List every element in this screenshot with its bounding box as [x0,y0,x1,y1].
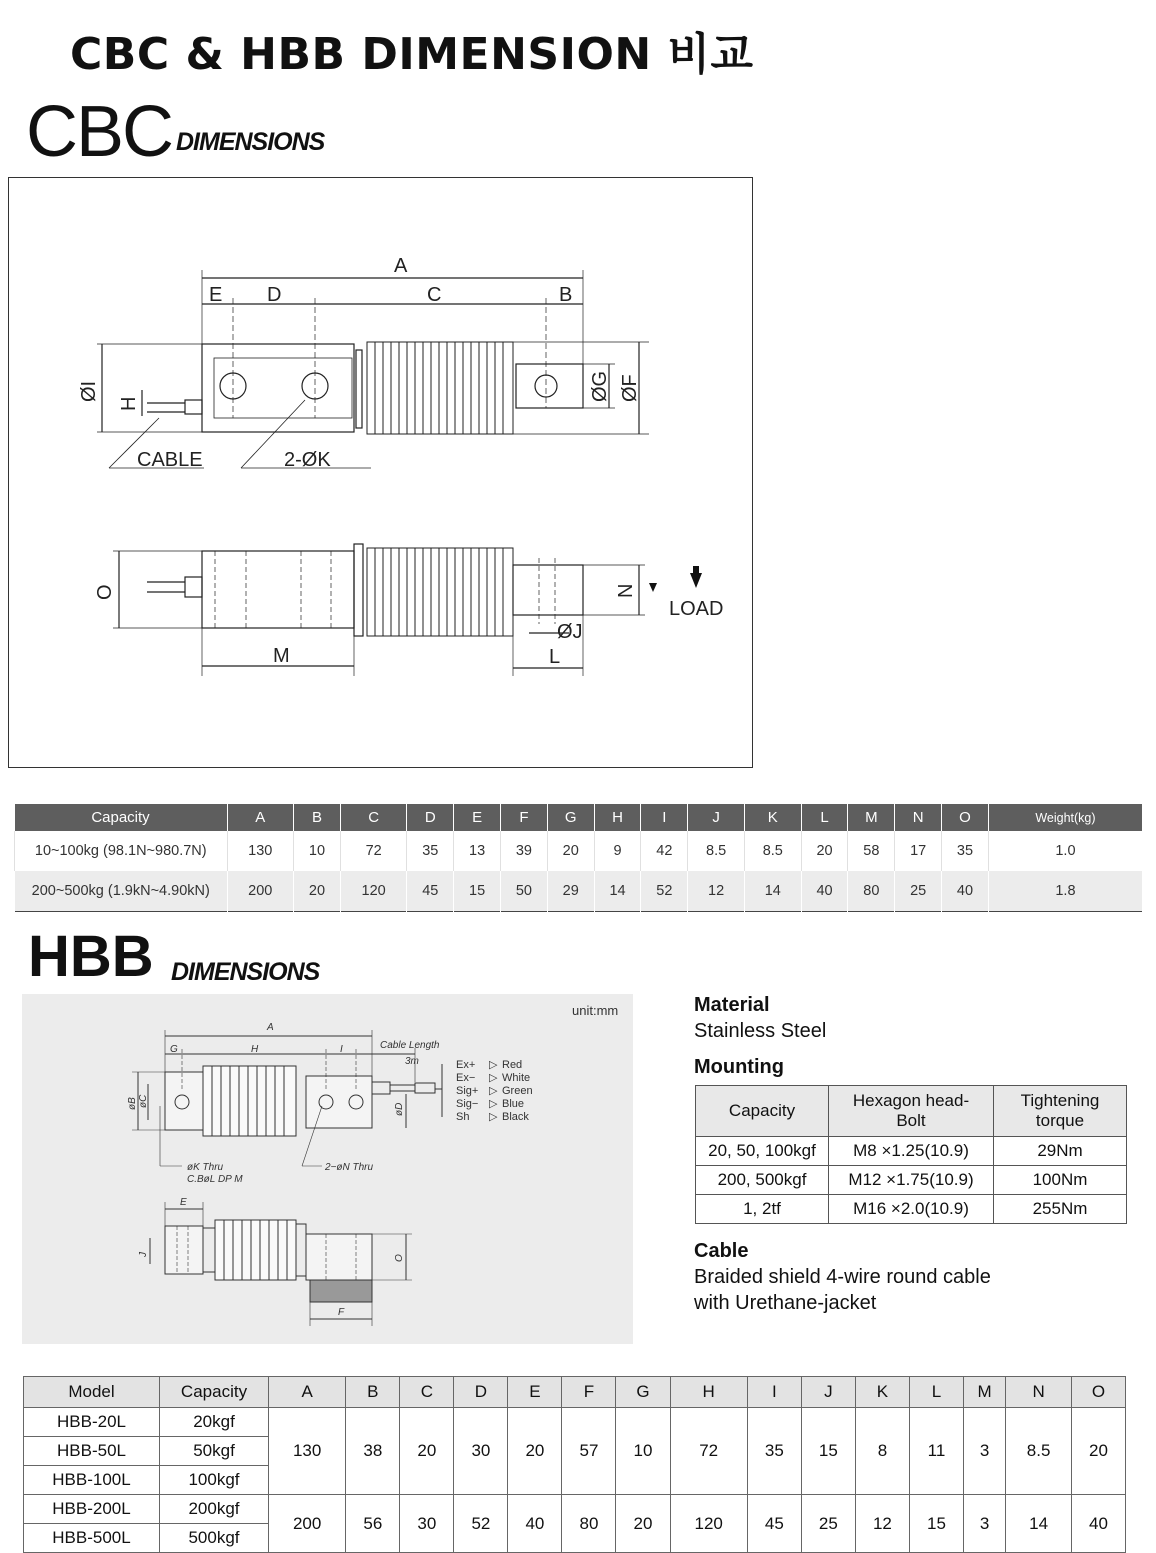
label-a: A [394,255,408,277]
wire-color: Red [502,1059,523,1071]
wire-arrow-icon: ▷ [489,1085,498,1097]
table-cell: 20 [1071,1408,1125,1495]
mounting-table [695,1085,1127,1224]
table-cell-capacity: 50kgf [160,1437,269,1466]
table-cell: 20, 50, 100kgf [696,1137,829,1166]
table-cell: 11 [909,1408,963,1495]
table-cell: 20 [508,1408,562,1495]
table-cell-model: HBB-500L [24,1524,160,1553]
hbb-label-o: O [394,1254,405,1262]
cable-label: Cable [694,1240,749,1262]
table-cell: 15 [454,871,501,912]
table-row [15,871,1143,912]
table-cell: 17 [895,831,942,871]
table-cell: M16 ×2.0(10.9) [829,1195,994,1224]
label-l: L [549,646,561,668]
table-row [696,1166,1127,1195]
label-e: E [209,284,223,306]
cbc-th: B [294,804,341,831]
hbb-th: H [670,1377,747,1408]
wire-sig: Sh [456,1111,470,1123]
hbb-side-bellows [215,1220,296,1280]
table-cell: 14 [594,871,641,912]
hbb-th: N [1006,1377,1072,1408]
table-cell: 80 [848,871,895,912]
cbc-top-bellows [367,342,513,434]
table-cell: 130 [269,1408,346,1495]
label-m: M [273,645,290,667]
table-cell: 1, 2tf [696,1195,829,1224]
table-cell-capacity: 200kgf [160,1495,269,1524]
hbb-label-i: I [340,1044,343,1055]
table-cell-capacity: 100kgf [160,1466,269,1495]
table-cell: 45 [407,871,454,912]
table-cell: 15 [909,1495,963,1553]
table-cell: 13 [454,831,501,871]
hbb-label-f: F [338,1307,345,1318]
hbb-label-e: E [180,1197,187,1208]
hbb-th: A [269,1377,346,1408]
cbc-drawing [8,177,753,768]
cbc-side-bellows [367,548,513,636]
cbc-th: N [895,804,942,831]
cbc-th: D [407,804,454,831]
table-cell: 58 [848,831,895,871]
table-cell: 3 [963,1408,1005,1495]
table-cell: 52 [641,871,688,912]
table-cell: 52 [454,1495,508,1553]
cbc-th: L [801,804,848,831]
hbb-label-cable-len-val: 3m [405,1056,419,1067]
cbc-th-weight: Weight(kg) [988,804,1142,831]
table-cell: 10~100kg (98.1N~980.7N) [15,831,228,871]
table-cell: 40 [942,871,989,912]
label-d: D [267,284,282,306]
hbb-th-model: Model [24,1377,160,1408]
table-row [696,1137,1127,1166]
hbb-label-k-thru: øK Thru [187,1162,224,1173]
hbb-drawing-svg [22,994,633,1344]
label-g: ØG [589,370,611,402]
table-cell: 200 [227,871,294,912]
hbb-label-j: J [138,1252,149,1257]
label-f: ØF [619,374,641,402]
hbb-th: G [616,1377,670,1408]
wire-color: Green [502,1085,533,1097]
hbb-label-a: A [267,1022,274,1033]
hbb-label-c: øC [138,1094,149,1108]
mount-th: Capacity [696,1086,829,1137]
hbb-subheading: DIMENSIONS [171,958,320,986]
hbb-th: K [855,1377,909,1408]
hbb-heading: HBB [28,924,154,989]
table-cell: 8 [855,1408,909,1495]
table-cell: 8.5 [744,831,801,871]
down-arrow-icon [649,583,657,592]
mounting-label: Mounting [694,1056,784,1078]
table-cell-capacity: 20kgf [160,1408,269,1437]
table-cell: 20 [294,871,341,912]
table-cell: 120 [340,871,407,912]
table-cell-model: HBB-20L [24,1408,160,1437]
table-cell: 29Nm [994,1137,1127,1166]
hbb-unit: unit:mm [572,1003,619,1018]
wire-arrow-icon: ▷ [489,1072,498,1084]
hbb-label-cable-length: Cable Length [380,1040,440,1051]
table-cell: 40 [1071,1495,1125,1553]
table-cell: 50 [501,871,548,912]
table-row [15,831,1143,871]
wire-sig: Sig− [456,1098,479,1110]
label-o: O [94,584,116,600]
material-value: Stainless Steel [694,1020,827,1042]
hbb-top-bellows [203,1066,296,1136]
cbc-subheading: DIMENSIONS [176,128,325,156]
wire-color: Black [502,1111,529,1123]
cbc-th-capacity: Capacity [15,804,228,831]
cbc-th: H [594,804,641,831]
cbc-heading: CBC [26,92,173,172]
cbc-top-block [202,344,354,432]
cbc-spec-table [14,804,1142,912]
table-cell: 14 [1006,1495,1072,1553]
hbb-base-plate [310,1280,372,1302]
hbb-th: M [963,1377,1005,1408]
table-cell: 72 [670,1408,747,1495]
hbb-th: L [909,1377,963,1408]
table-cell: 30 [454,1408,508,1495]
material-label: Material [694,994,770,1016]
table-cell: 200 [269,1495,346,1553]
hbb-label-cbl: C.BøL DP M [187,1174,243,1185]
cbc-table-header [15,804,1143,831]
label-c: C [427,284,442,306]
hbb-spec-table [23,1376,1126,1553]
table-cell: 9 [594,831,641,871]
cable-line-1: Braided shield 4-wire round cable [694,1266,991,1288]
table-cell: 72 [340,831,407,871]
hbb-label-g: G [170,1044,178,1055]
table-cell: 35 [942,831,989,871]
hbb-drawing [22,994,633,1344]
table-cell: M12 ×1.75(10.9) [829,1166,994,1195]
table-cell: 42 [641,831,688,871]
table-cell: 39 [501,831,548,871]
wire-arrow-icon: ▷ [489,1059,498,1071]
wire-sig: Ex− [456,1072,476,1084]
table-cell: 80 [562,1495,616,1553]
hbb-th: D [454,1377,508,1408]
mount-th: Tightening torque [994,1086,1127,1137]
table-cell: 35 [407,831,454,871]
table-cell: 29 [547,871,594,912]
table-cell: 25 [895,871,942,912]
label-h: H [118,396,140,411]
table-cell: 12 [688,871,745,912]
table-row [24,1408,1126,1437]
wire-arrow-icon: ▷ [489,1098,498,1110]
hbb-label-h: H [251,1044,259,1055]
table-cell: 20 [400,1408,454,1495]
mounting-table-header [696,1086,1127,1137]
table-cell: M8 ×1.25(10.9) [829,1137,994,1166]
cbc-th: C [340,804,407,831]
table-cell: 8.5 [688,831,745,871]
table-cell: 20 [616,1495,670,1553]
cbc-th: A [227,804,294,831]
table-cell: 130 [227,831,294,871]
cbc-th: J [688,804,745,831]
cbc-th: E [454,804,501,831]
label-j: ØJ [557,621,583,643]
table-cell: 30 [400,1495,454,1553]
hbb-th-capacity: Capacity [160,1377,269,1408]
table-cell: 200~500kg (1.9kN~4.90kN) [15,871,228,912]
table-cell: 120 [670,1495,747,1553]
label-n: N [615,583,637,598]
table-row [24,1495,1126,1524]
cbc-th: O [942,804,989,831]
table-cell: 3 [963,1495,1005,1553]
table-cell: 15 [801,1408,855,1495]
table-cell: 57 [562,1408,616,1495]
wire-arrow-icon: ▷ [489,1111,498,1123]
hbb-table-header [24,1377,1126,1408]
hbb-th: B [346,1377,400,1408]
hbb-wire-list [456,1059,533,1123]
cbc-drawing-svg [9,178,754,769]
table-cell: 20 [801,831,848,871]
label-cable: CABLE [137,449,203,471]
cable-line-2: with Urethane-jacket [694,1292,877,1314]
hbb-th: J [801,1377,855,1408]
table-cell: 10 [294,831,341,871]
table-cell: 12 [855,1495,909,1553]
cbc-th: F [501,804,548,831]
cbc-th: M [848,804,895,831]
table-cell: 20 [547,831,594,871]
table-cell: 100Nm [994,1166,1127,1195]
table-cell-model: HBB-50L [24,1437,160,1466]
wire-color: Blue [502,1098,525,1110]
hbb-label-d: øD [394,1102,405,1116]
table-cell: 40 [508,1495,562,1553]
table-cell: 40 [801,871,848,912]
table-cell: 1.0 [988,831,1142,871]
hbb-th: O [1071,1377,1125,1408]
hbb-th: I [747,1377,801,1408]
label-load: LOAD [669,598,724,620]
table-cell-model: HBB-200L [24,1495,160,1524]
table-cell: 255Nm [994,1195,1127,1224]
table-cell: 45 [747,1495,801,1553]
cbc-th: G [547,804,594,831]
label-i: ØI [78,380,100,402]
wire-sig: Sig+ [456,1085,479,1097]
hbb-label-b: øB [127,1097,138,1110]
table-cell: 1.8 [988,871,1142,912]
table-cell: 10 [616,1408,670,1495]
hbb-th: C [400,1377,454,1408]
label-b: B [559,284,573,306]
table-cell: 14 [744,871,801,912]
load-arrow-icon [690,573,702,588]
label-k: 2-ØK [284,449,331,471]
hbb-label-n-thru: 2−øN Thru [325,1162,374,1173]
table-cell: 38 [346,1408,400,1495]
table-cell-capacity: 500kgf [160,1524,269,1553]
page-title: CBC & HBB DIMENSION 비교 [70,29,754,80]
table-cell: 56 [346,1495,400,1553]
table-cell: 200, 500kgf [696,1166,829,1195]
wire-sig: Ex+ [456,1059,476,1071]
table-cell: 25 [801,1495,855,1553]
table-cell-model: HBB-100L [24,1466,160,1495]
table-row [696,1195,1127,1224]
table-cell: 8.5 [1006,1408,1072,1495]
hbb-th: E [508,1377,562,1408]
wire-color: White [502,1072,531,1084]
cbc-th: I [641,804,688,831]
mount-th: Hexagon head-Bolt [829,1086,994,1137]
hbb-th: F [562,1377,616,1408]
table-cell: 35 [747,1408,801,1495]
cbc-th: K [744,804,801,831]
